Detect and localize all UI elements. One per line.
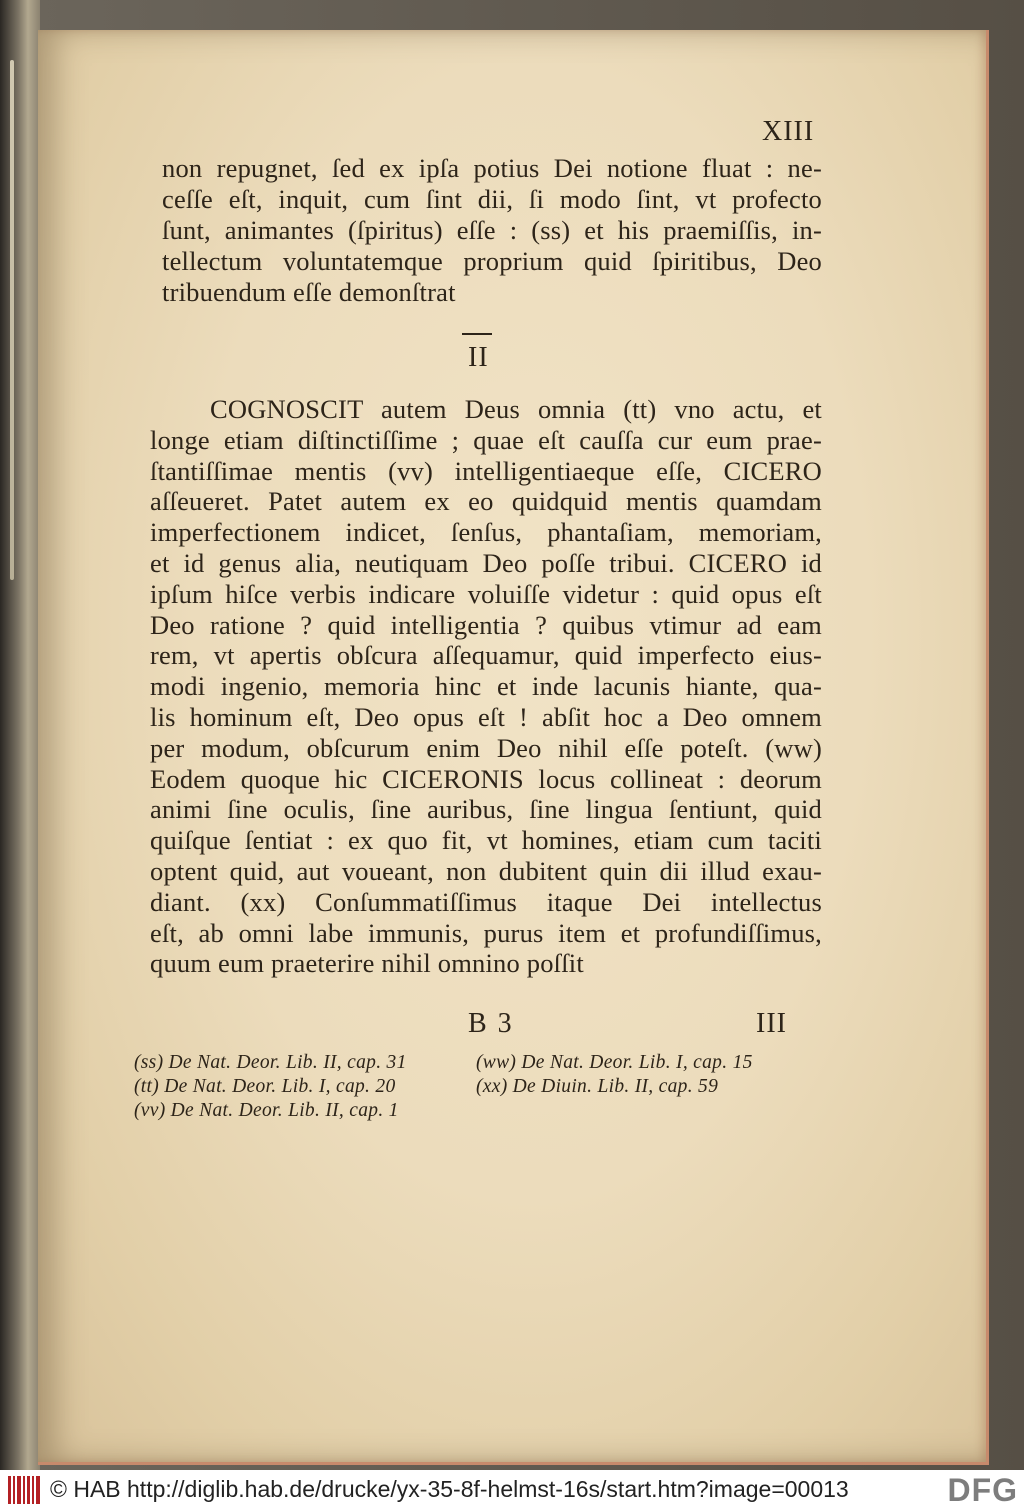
body-line: ſunt, animantes (ſpiritus) eſſe : (ss) et his praemiſſis, in- (162, 215, 822, 245)
footnote-line: (vv) De Nat. Deor. Lib. II, cap. 1 (134, 1100, 399, 1121)
body-line: diant. (xx) Conſummatiſſimus itaque Dei intellectus (150, 886, 822, 917)
body-line: et id genus alia, neutiquam Deo poſſe tribui. CICERO id (150, 548, 822, 578)
body-line: animi ſine oculis, ſine auribus, ſine lingua ſentiunt, quid (150, 794, 822, 825)
signature-mark: B 3 (468, 1008, 514, 1039)
section-heading: II (468, 342, 489, 373)
dfg-logo: DFG (947, 1472, 1018, 1508)
footer-bar (0, 1470, 1024, 1510)
barcode-icon (8, 1476, 42, 1504)
sheet-number: XIII (762, 116, 815, 147)
binding-thread (10, 60, 14, 580)
body-line: Deo ratione ? quid intelligentia ? quibus vtimur ad eam (150, 609, 822, 640)
book-page (38, 30, 989, 1465)
body-line: ipſum hiſce verbis indicare voluiſſe videtur : quid opus eſt (150, 578, 822, 609)
body-line: tellectum voluntatemque proprium quid ſpiritibus, Deo (162, 246, 822, 276)
body-line: rem, vt apertis obſcura aſſequamur, quid imperfecto eius- (150, 640, 822, 671)
footnote-line: (xx) De Diuin. Lib. II, cap. 59 (476, 1076, 719, 1097)
body-line: ſtantiſſimae mentis (vv) intelligentiaeque eſſe, CICERO (150, 455, 822, 486)
body-line: per modum, obſcurum enim Deo nihil eſſe poteſt. (ww) (150, 732, 822, 763)
footnote-line: (ss) De Nat. Deor. Lib. II, cap. 31 (134, 1052, 407, 1073)
body-line: lis hominum eſt, Deo opus eſt ! abſit hoc a Deo omnem (150, 702, 822, 732)
body-line: tribuendum eſſe demonſtrat (162, 277, 456, 307)
body-line: non repugnet, ſed ex ipſa potius Dei notione fluat : ne- (162, 153, 822, 183)
footnote-line: (tt) De Nat. Deor. Lib. I, cap. 20 (134, 1076, 396, 1097)
body-line: imperfectionem indicet, ſenſus, phantaſiam, memoriam, (150, 517, 822, 548)
body-line: quum eum praeterire nihil omnino poſſit (150, 948, 584, 979)
body-line: Eodem quoque hic CICERONIS locus collineat : deorum (150, 763, 822, 794)
book-binding (0, 0, 40, 1470)
body-line: quiſque ſentiat : ex quo fit, vt homines, etiam cum taciti (150, 825, 822, 856)
body-line: modi ingenio, memoria hinc et inde lacunis hiante, qua- (150, 671, 822, 702)
footnote-line: (ww) De Nat. Deor. Lib. I, cap. 15 (476, 1052, 753, 1073)
source-credit-link[interactable]: © HAB http://diglib.hab.de/drucke/yx-35-8f-helmst-16s/start.htm?image=00013 (50, 1476, 849, 1502)
body-line: ceſſe eſt, inquit, cum ſint dii, ſi modo ſint, vt profecto (162, 184, 822, 214)
body-line: optent quid, aut voueant, non dubitent quin dii illud exau- (150, 856, 822, 886)
body-line: eſt, ab omni labe immunis, purus item et profundiſſimus, (150, 917, 822, 948)
body-line: COGNOSCIT autem Deus omnia (tt) vno actu, et (210, 394, 822, 424)
catchword: III (756, 1008, 787, 1039)
body-line: longe etiam diſtinctiſſime ; quae eſt cauſſa cur eum prae- (150, 424, 822, 455)
heading-rule (462, 333, 492, 335)
body-line: aſſeueret. Patet autem ex eo quidquid mentis quamdam (150, 486, 822, 517)
